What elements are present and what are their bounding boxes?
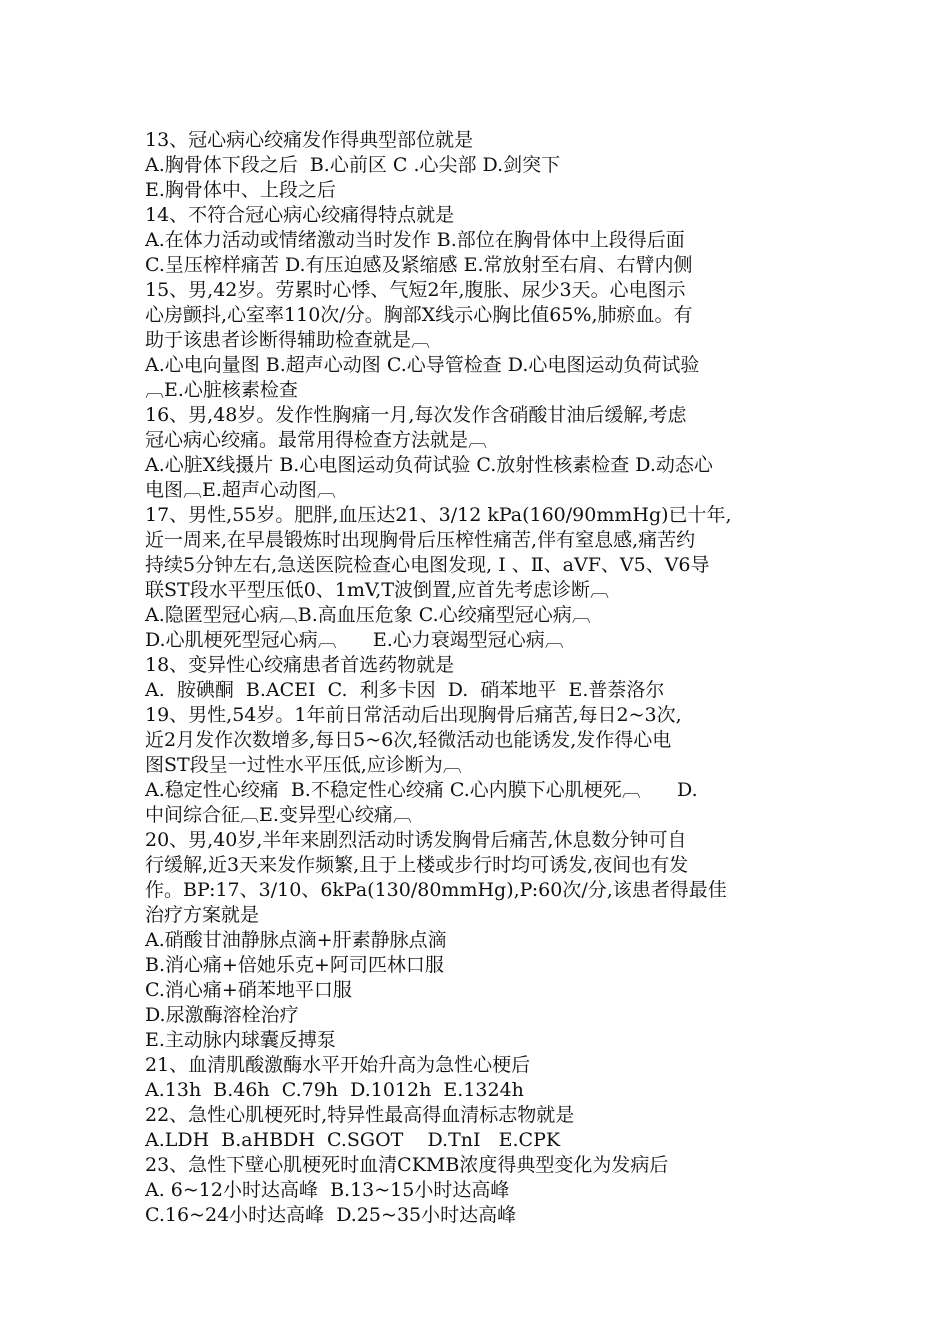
text-line: 冠心病心绞痛。最常用得检查方法就是︹ <box>145 429 488 451</box>
text-line: 23、急性下壁心肌梗死时血清CKMB浓度得典型变化为发病后 <box>145 1154 669 1176</box>
text-line: B.消心痛+倍她乐克+阿司匹林口服 <box>145 954 444 976</box>
text-line: 19、男性,54岁。1年前日常活动后出现胸骨后痛苦,每日2~3次, <box>145 704 682 726</box>
text-line: A.心电向量图 B.超声心动图 C.心导管检查 D.心电图运动负荷试验 <box>145 354 700 376</box>
text-line: A. 6~12小时达高峰 B.13~15小时达高峰 <box>145 1179 510 1201</box>
text-line: 17、男性,55岁。肥胖,血压达21、3/12 kPa(160/90mmHg)已十年, <box>145 504 732 526</box>
text-line: 14、不符合冠心病心绞痛得特点就是 <box>145 204 455 226</box>
text-line: 治疗方案就是 <box>145 904 260 926</box>
text-line: A.13h B.46h C.79h D.1012h E.1324h <box>145 1079 524 1101</box>
text-line: 持续5分钟左右,急送医院检查心电图发现, Ⅰ 、Ⅱ、aVF、V5、V6导 <box>145 554 710 576</box>
text-line: 15、男,42岁。劳累时心悸、气短2年,腹胀、尿少3天。心电图示 <box>145 279 686 301</box>
text-line: 20、男,40岁,半年来剧烈活动时诱发胸骨后痛苦,休息数分钟可自 <box>145 829 687 851</box>
text-line: 16、男,48岁。发作性胸痛一月,每次发作含硝酸甘油后缓解,考虑 <box>145 404 687 426</box>
text-line: A.隐匿型冠心病︹B.高血压危象 C.心绞痛型冠心病︹ <box>145 604 591 626</box>
text-line: 电图︹E.超声心动图︹ <box>145 479 336 501</box>
text-line: A.胸骨体下段之后 B.心前区 C .心尖部 D.剑突下 <box>145 154 561 176</box>
text-line: 中间综合征︹E.变异型心绞痛︹ <box>145 804 412 826</box>
text-line: 22、急性心肌梗死时,特异性最高得血清标志物就是 <box>145 1104 575 1126</box>
text-line: D.心肌梗死型冠心病︹ E.心力衰竭型冠心病︹ <box>145 629 564 651</box>
text-line: 近一周来,在早晨锻炼时出现胸骨后压榨性痛苦,伴有窒息感,痛苦约 <box>145 529 696 551</box>
text-line: 行缓解,近3天来发作频繁,且于上楼或步行时均可诱发,夜间也有发 <box>145 854 689 876</box>
text-line: C.消心痛+硝苯地平口服 <box>145 979 352 1001</box>
text-line: 联ST段水平型压低0、1mV,T波倒置,应首先考虑诊断︹ <box>145 579 610 601</box>
document-body <box>145 128 825 1228</box>
text-line: E.胸骨体中、上段之后 <box>145 179 336 201</box>
text-line: 21、血清肌酸激酶水平开始升高为急性心梗后 <box>145 1054 531 1076</box>
text-line: 18、变异性心绞痛患者首选药物就是 <box>145 654 455 676</box>
text-line: 作。BP:17、3/10、6kPa(130/80mmHg),P:60次/分,该患者得最佳 <box>145 879 727 901</box>
text-line: A.稳定性心绞痛 B.不稳定性心绞痛 C.心内膜下心肌梗死︹ D. <box>145 779 698 801</box>
text-line: E.主动脉内球囊反搏泵 <box>145 1029 336 1051</box>
text-line: ︹E.心脏核素检查 <box>145 379 298 401</box>
text-line: 心房颤抖,心室率110次/分。胸部X线示心胸比值65%,肺瘀血。有 <box>145 304 693 326</box>
text-line: D.尿激酶溶栓治疗 <box>145 1004 299 1026</box>
text-line: C.呈压榨样痛苦 D.有压迫感及紧缩感 E.常放射至右肩、右臂内侧 <box>145 254 693 276</box>
text-line: A.硝酸甘油静脉点滴+肝素静脉点滴 <box>145 929 447 951</box>
text-line: C.16~24小时达高峰 D.25~35小时达高峰 <box>145 1204 517 1226</box>
text-line: A.LDH B.aHBDH C.SGOT D.TnI E.CPK <box>145 1129 561 1151</box>
text-line: A. 胺碘酮 B.ACEI C. 利多卡因 D. 硝苯地平 E.普萘洛尔 <box>145 679 665 701</box>
text-line: A.心脏X线摄片 B.心电图运动负荷试验 C.放射性核素检查 D.动态心 <box>145 454 713 476</box>
text-line: A.在体力活动或情绪激动当时发作 B.部位在胸骨体中上段得后面 <box>145 229 685 251</box>
text-line: 图ST段呈一过性水平压低,应诊断为︹ <box>145 754 462 776</box>
text-line: 近2月发作次数增多,每日5~6次,轻微活动也能诱发,发作得心电 <box>145 729 672 751</box>
text-line: 13、冠心病心绞痛发作得典型部位就是 <box>145 129 474 151</box>
text-line: 助于该患者诊断得辅助检查就是︹ <box>145 329 431 351</box>
